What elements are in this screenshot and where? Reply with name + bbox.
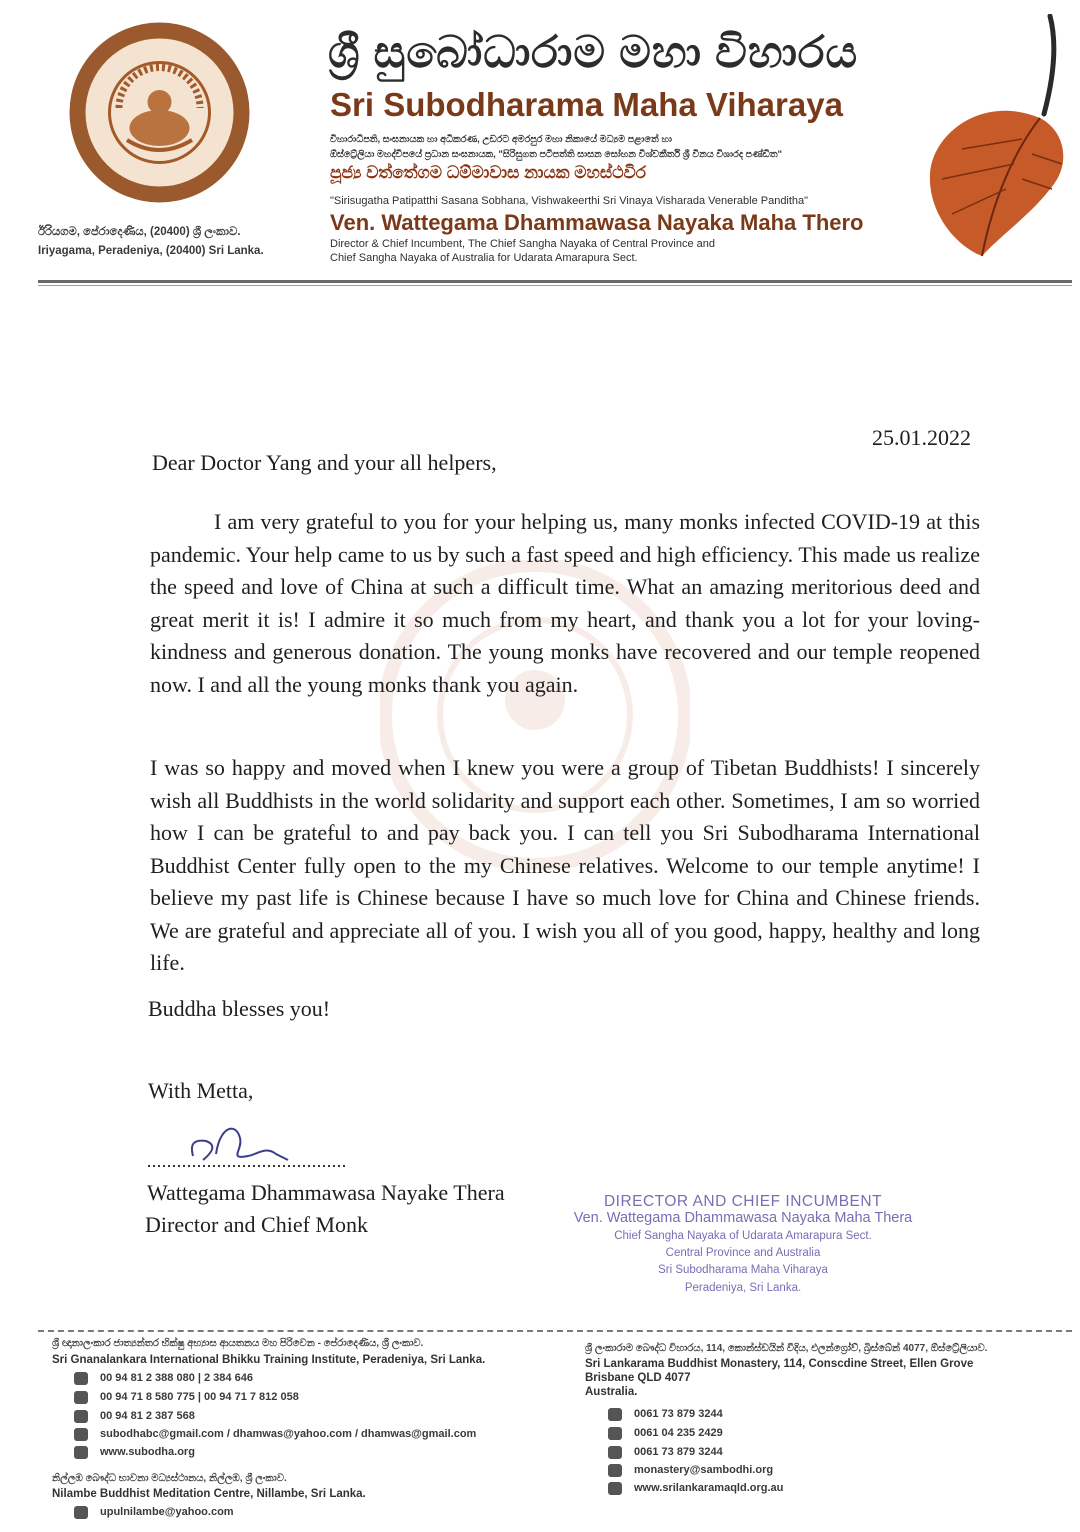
email-icon: [608, 1464, 622, 1477]
bodhi-leaf-icon: [922, 14, 1072, 259]
email-icon: [74, 1428, 88, 1441]
monk-name-sinhala: පූජ්‍ය වත්තේගම ධම්මාවාස නායක මහස්ථවිර: [330, 163, 647, 182]
left-fax-row: [100, 1410, 195, 1422]
signatory-name: Wattegama Dhammawasa Nayake Thera: [147, 1180, 505, 1205]
left-phone-row: [100, 1372, 253, 1384]
institute-english: Sri Gnanalankara International Bhikku Training Institute, Peradeniya, Sri Lanka.: [52, 1354, 486, 1366]
signatory-title: Director and Chief Monk: [145, 1212, 368, 1237]
stamp-line-3: Chief Sangha Nayaka of Udarata Amarapura Sect.: [614, 1230, 872, 1242]
monastery-sinhala: ශ්‍රී ලංකාරාම බෞද්ධ විහාරය, 114, කොන්ස්ඩයින් වීදිය, එලන්ග්‍රෝව්, බ්‍රිස්බේන් 4077, ඕස්ට්‍රේලියාව.: [585, 1343, 988, 1354]
stamp-line-5: Sri Subodharama Maha Viharaya: [658, 1264, 828, 1276]
sinhala-titles-line-2: ඕස්ට්‍රේලියා මහද්වීපයේ ප්‍රධාන සංඝනායක, "සිරිසුගත පටිපත්ති සාසන සෝභන විශ්වකීර්ති ශ්‍රී විනය විශාරද පණ්ඩිත": [330, 149, 783, 160]
left-website[interactable]: www.subodha.org: [100, 1446, 195, 1458]
letter-date: 25.01.2022: [872, 425, 971, 450]
fax-icon: [74, 1410, 88, 1423]
monk-name-english: Ven. Wattegama Dhammawasa Nayaka Maha Thero: [330, 210, 864, 235]
temple-title-sinhala: ශ්‍රී සුබෝධාරාම මහා විහාරය: [328, 28, 859, 77]
closing: With Metta,: [148, 1078, 254, 1103]
right-web-row: [634, 1482, 783, 1494]
left-web-row: [100, 1446, 195, 1458]
role-line-1: Director & Chief Incumbent, The Chief Sangha Nayaka of Central Province and: [330, 238, 715, 250]
right-mobile-row: [634, 1427, 723, 1439]
centre-sinhala: නිල්ලඹ බෞද්ධ භාවනා මධ්‍යස්ථානය, නිල්ලඹ, ශ්‍රී ලංකාව.: [52, 1473, 287, 1484]
left-mobile-row: [100, 1391, 299, 1403]
header-divider: [38, 280, 1072, 283]
monastery-line-3: Australia.: [585, 1386, 638, 1398]
honorific-titles-english: "Sirisugatha Patipatthi Sasana Sobhana, Vishwakeerthi Sri Vinaya Visharada Venerable Panditha": [330, 195, 809, 207]
mobile-icon: [608, 1427, 622, 1440]
globe-icon: [608, 1482, 622, 1495]
stamp-line-2: Ven. Wattegama Dhammawasa Nayaka Maha Thera: [573, 1210, 913, 1226]
right-mobile: 0061 04 235 2429: [634, 1427, 723, 1439]
email-icon: [74, 1506, 88, 1519]
left-email[interactable]: subodhabc@gmail.com / dhamwas@yahoo.com / dhamwas@gmail.com: [100, 1428, 477, 1440]
centre-email-row: [100, 1506, 234, 1518]
left-fax: 00 94 81 2 387 568: [100, 1410, 195, 1422]
address-sinhala: ඊරියගම, පේරාදෙණිය, (20400) ශ්‍රී ලංකාව.: [38, 226, 241, 238]
right-email-row: [634, 1464, 773, 1476]
stamp-line-1: DIRECTOR AND CHIEF INCUMBENT: [603, 1193, 883, 1210]
fax-icon: [608, 1446, 622, 1459]
right-email[interactable]: monastery@sambodhi.org: [634, 1464, 774, 1476]
phone-icon: [74, 1372, 88, 1385]
sinhala-titles-line-1: විහාරාධිපති, සංඝනායක හා අධිකරණ, උඩරට අමරපුර මහා නිකායේ මධ්‍යම පළාතේ හා: [330, 134, 672, 145]
right-website[interactable]: www.srilankaramaqld.org.au: [634, 1482, 784, 1494]
footer-divider: [38, 1330, 1072, 1332]
header-divider-thin: [38, 285, 1072, 286]
institute-sinhala: ශ්‍රී ඥානාලංකාර ජාත්‍යන්තර භික්ෂු අභ්‍යාස ආයතනය මහ පිරිවෙන - පේරාදෙණිය, ශ්‍රී ලංකාව.: [52, 1338, 424, 1349]
left-mobile: 00 94 71 8 580 775 | 00 94 71 7 812 058: [100, 1391, 299, 1403]
globe-icon: [74, 1446, 88, 1459]
phone-icon: [608, 1408, 622, 1421]
stamp-line-6: Peradeniya, Sri Lanka.: [684, 1282, 802, 1294]
monastery-line-2: Brisbane QLD 4077: [585, 1372, 691, 1384]
temple-title-english: Sri Subodharama Maha Viharaya: [330, 86, 843, 123]
temple-seal-logo: [67, 20, 252, 205]
centre-english: Nilambe Buddhist Meditation Centre, Nillambe, Sri Lanka.: [52, 1488, 366, 1500]
right-phone: 0061 73 879 3244: [634, 1408, 723, 1420]
mobile-icon: [74, 1391, 88, 1404]
right-phone-row: [634, 1408, 723, 1420]
role-line-2: Chief Sangha Nayaka of Australia for Udarata Amarapura Sect.: [330, 252, 638, 264]
centre-email[interactable]: upulnilambe@yahoo.com: [100, 1506, 234, 1518]
blessing: Buddha blesses you!: [148, 996, 331, 1021]
right-fax-row: [634, 1446, 723, 1458]
salutation: Dear Doctor Yang and your all helpers,: [152, 450, 497, 475]
monastery-line-1: Sri Lankarama Buddhist Monastery, 114, Conscdine Street, Ellen Grove: [585, 1358, 974, 1370]
stamp-line-4: Central Province and Australia: [665, 1247, 821, 1259]
address-english: Iriyagama, Peradeniya, (20400) Sri Lanka.: [38, 245, 264, 257]
body-paragraph-1: I am very grateful to you for your helping us, many monks infected COVID-19 at this pandemic. Your help came to us by such a fast speed and high efficiency. This made us realize the speed and love of China at such a difficult time. What an amazing meritorious deed and great merit it is! I admire it so much from my heart, and thank you a lot for your loving-kindness and generous donation. The young monks have recovered and our temple reopened now. I and all the young monks thank you again.: [150, 509, 980, 697]
body-paragraph-2: I was so happy and moved when I knew you were a group of Tibetan Buddhists! I sincerely wish all Buddhists in the world solidarity and support each other. Sometimes, I am so worried how I can be grateful to and pay back you. I can tell you Sri Subodharama International Buddhist Center fully open to the my Chinese relatives. Welcome to our temple anytime! I believe my past life is Chinese because I have so much love for China and Chinese friends. We are grateful and appreciate all of you. I wish you all of you good, happy, healthy and long life.: [150, 755, 980, 975]
left-phone: 00 94 81 2 388 080 | 2 384 646: [100, 1372, 253, 1384]
handwritten-signature: [148, 1116, 358, 1174]
left-email-row: [100, 1428, 476, 1440]
right-fax: 0061 73 879 3244: [634, 1446, 723, 1458]
